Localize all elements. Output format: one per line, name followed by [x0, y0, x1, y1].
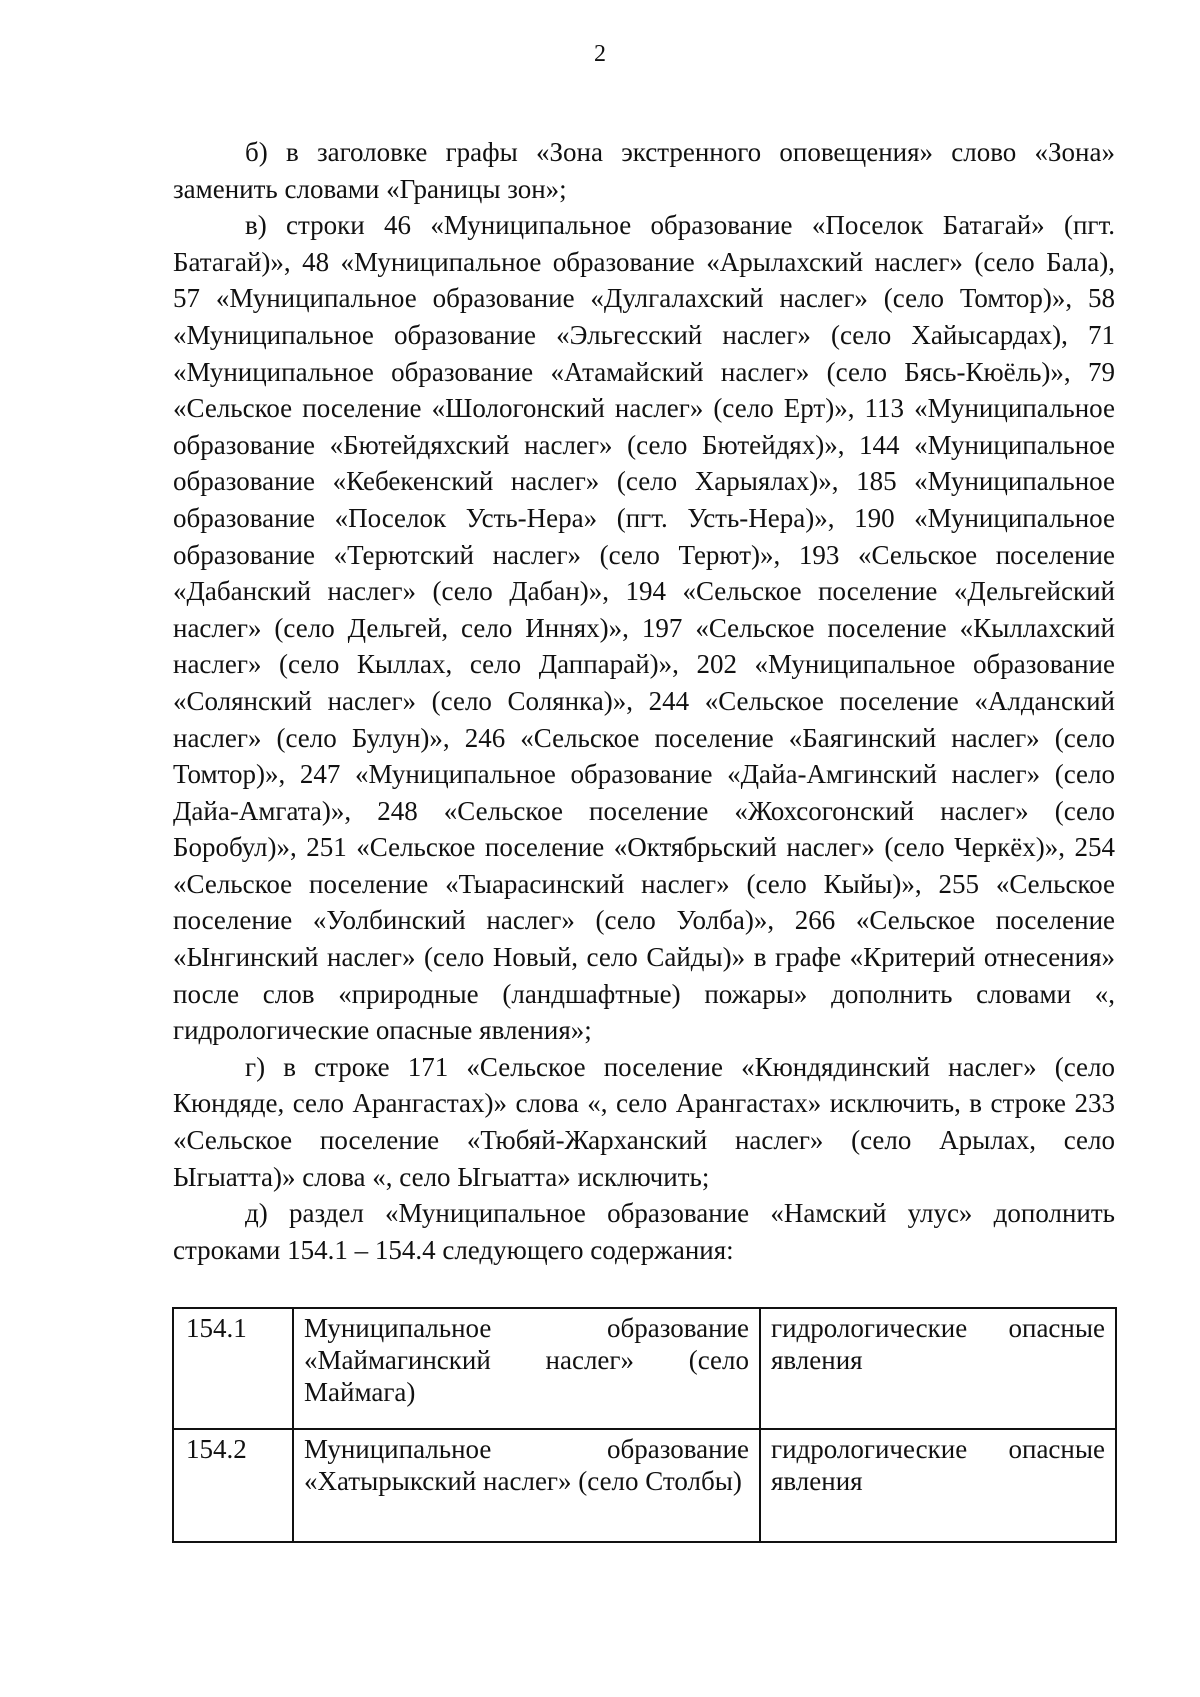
paragraph-v: в) строки 46 «Муниципальное образование «Поселок Батагай» (пгт. Батагай)», 48 «Муниципальное образование «Арылахский наслег» (село Бала), 57 «Муниципальное образование «Дулгалахский наслег» (село Томтор)», 58 «Муниципальное образование «Эльгесский наслег» (село Хайысардах), 71 «Муниципальное образование «Атамайский наслег» (село Бясь-Кюёль)», 79 «Сельское поселение «Шологонский наслег» (село Ерт)», 113 «Муниципальное образование «Бютейдяхский наслег» (село Бютейдях)», 144 «Муниципальное образование «Кебекенский наслег» (село Харыялах)», 185 «Муниципальное образование «Поселок Усть-Нера» (пгт. Усть-Нера)», 190 «Муниципальное образование «Терютский наслег» (село Терют)», 193 «Сельское поселение «Дабанский наслег» (село Дабан)», 194 «Сельское поселение «Дельгейский наслег» (село Дельгей, село Иннях)», 197 «Сельское поселение «Кыллахский наслег» (село Кыллах, село Даппарай)», 202 «Муниципальное образование «Солянский наслег» (село Солянка)», 244 «Сельское поселение «Алданский наслег» (село Булун)», 246 «Сельское поселение «Баягинский наслег» (село Томтор)», 247 «Муниципальное образование «Дайа-Амгинский наслег» (село Дайа-Амгата)», 248 «Сельское поселение «Жохсогонский наслег» (село Боробул)», 251 «Сельское поселение «Октябрьский наслег» (село Черкёх)», 254 «Сельское поселение «Тыарасинский наслег» (село Кыйы)», 255 «Сельское поселение «Уолбинский наслег» (село Уолба)», 266 «Сельское поселение «Ынгинский наслег» (село Новый, село Сайды)» в графе «Критерий отнесения» после слов «природные (ландшафтные) пожары» дополнить словами «, гидрологические опасные явления»;	[173, 210, 1115, 1046]
paragraph-b: б) в заголовке графы «Зона экстренного оповещения» слово «Зона» заменить словами «Границы зон»;	[173, 137, 1115, 204]
document-body	[173, 134, 1115, 1268]
paragraph-d: д) раздел «Муниципальное образование «Намский улус» дополнить строками 154.1 – 154.4 следующего содержания:	[173, 1198, 1115, 1265]
row-number: 154.1	[173, 1308, 293, 1429]
row-municipality: Муниципальное образование «Маймагинский наслег» (село Маймага)	[293, 1308, 760, 1429]
row-number: 154.2	[173, 1429, 293, 1542]
rows-table	[172, 1307, 1117, 1543]
row-criterion: гидрологические опасные явления	[760, 1308, 1116, 1429]
row-criterion: гидрологические опасные явления	[760, 1429, 1116, 1542]
page-number: 2	[594, 41, 606, 67]
row-municipality: Муниципальное образование «Хатырыкский наслег» (село Столбы)	[293, 1429, 760, 1542]
table-row	[173, 1429, 1116, 1542]
table-row	[173, 1308, 1116, 1429]
paragraph-g: г) в строке 171 «Сельское поселение «Кюндядинский наслег» (село Кюндяде, село Арангастах)» слова «, село Арангастах» исключить, в строке 233 «Сельское поселение «Тюбяй-Жарханский наслег» (село Арылах, село Ыгыатта)» слова «, село Ыгыатта» исключить;	[173, 1051, 1115, 1192]
